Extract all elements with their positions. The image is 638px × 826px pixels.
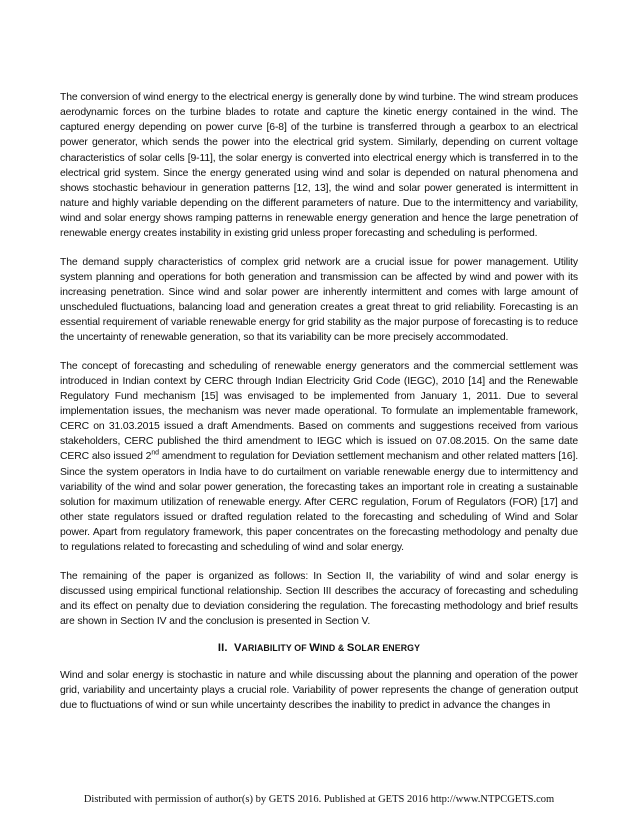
heading-rest-2: IND & [319,643,347,654]
paragraph-regulation-part2: amendment to regulation for Deviation settlement mechanism and other related matters [16]. Since the system operators in India have to do curtailment on variable renewable energy due to intermittency and variability of the wind and solar power generation, the forecasting takes an important role in creating a sustainable solution for maximum utilization of renewable energy. After CERC regulation, Forum of Regulators (FOR) [17] and other state regulators issued or drafted regulation related to the forecasting and scheduling of Wind and Solar power. Apart from regulatory framework, this paper concentrates on the forecasting methodology and penalty due to regulations related to forecasting and scheduling of wind and solar energy. [60,451,578,554]
ordinal-superscript: nd [151,449,159,457]
heading-cap-1: V [233,642,242,655]
paragraph-wind-conversion: The conversion of wind energy to the electrical energy is generally done by wind turbine. The wind stream produces aerodynamic forces on the turbine blades to rotate and capture the kinetic energy contained in the wind. The captured energy depending on power curve [6-8] of the turbine is transferred through a gearbox to an electrical power generator, which sends the power into the electrical grid system. Similarly, depending on current voltage characteristics of solar cells [9-11], the solar energy is converted into electrical energy which is transferred in to the electrical grid system. Since the energy generated using wind and solar is depended on natural phenomena and shows stochastic behaviour in generation patterns [12, 13], the wind and solar power generated is intermittent in nature and highly variable depending on the different parameters of nature. Due to the intermittency and variability, wind and solar energy shows ramping patterns in renewable energy generation and hence the large penetration of renewable energy creates instability in existing grid unless proper forecasting and scheduling is performed. [60,92,578,240]
distribution-footer: Distributed with permission of author(s) by GETS 2016. Published at GETS 2016 http://www.NTPCGETS.com [83,794,555,805]
paragraph-regulation-context [60,359,578,556]
heading-cap-2: W [309,642,320,655]
paper-body [60,90,578,727]
heading-rest-1: ARIABILITY OF [241,643,310,654]
paragraph-variability-intro: Wind and solar energy is stochastic in nature and while discussing about the planning and operation of the power grid, variability and uncertainty plays a crucial role. Variability of power represents the change of generation output due to fluctuations of wind or sun while uncertainty describes the inability to predict in advance the changes in [60,670,578,712]
section-number: II. [217,642,228,655]
heading-cap-3: S [346,642,355,655]
paragraph-regulation-part1: The concept of forecasting and scheduling of renewable energy generators and the commercial settlement was introduced in Indian context by CERC through Indian Electricity Grid Code (IEGC), 2010 [14] and the Renewable Regulatory Fund mechanism [15] was envisaged to be implemented from January 1, 2011. Due to several implementation issues, the mechanism was never made operational. To formulate an implementable framework, CERC on 31.03.2015 issued a draft Amendments. Based on comments and suggestions received from various stakeholders, CERC published the third amendment to IEGC which is issued on 07.08.2015. On the same date CERC also issued 2 [60,360,578,463]
paragraph-demand-supply: The demand supply characteristics of complex grid network are a crucial issue for power management. Utility system planning and operations for both generation and transmission can be affected by wind and power with its increasing penetration. Since wind and solar power are inherently intermittent and comes with large amount of unscheduled fluctuations, balancing load and generation creates a great threat to grid reliability. Forecasting is an essential requirement of variable renewable energy for grid stability as the major purpose of forecasting is to reduce the uncertainty of renewable generation, so that its variability can be more precisely accommodated. [60,256,578,344]
paragraph-paper-organization: The remaining of the paper is organized as follows: In Section II, the variability of wind and solar energy is discussed using empirical functional relationship. Section III describes the accuracy of forecasting and scheduling and its effect on penalty due to deviation considering the regulation. The forecasting methodology and brief results are shown in Section IV and the conclusion is presented in Section V. [60,570,578,627]
heading-rest-3: OLAR ENERGY [354,643,421,654]
section-heading [60,642,578,654]
